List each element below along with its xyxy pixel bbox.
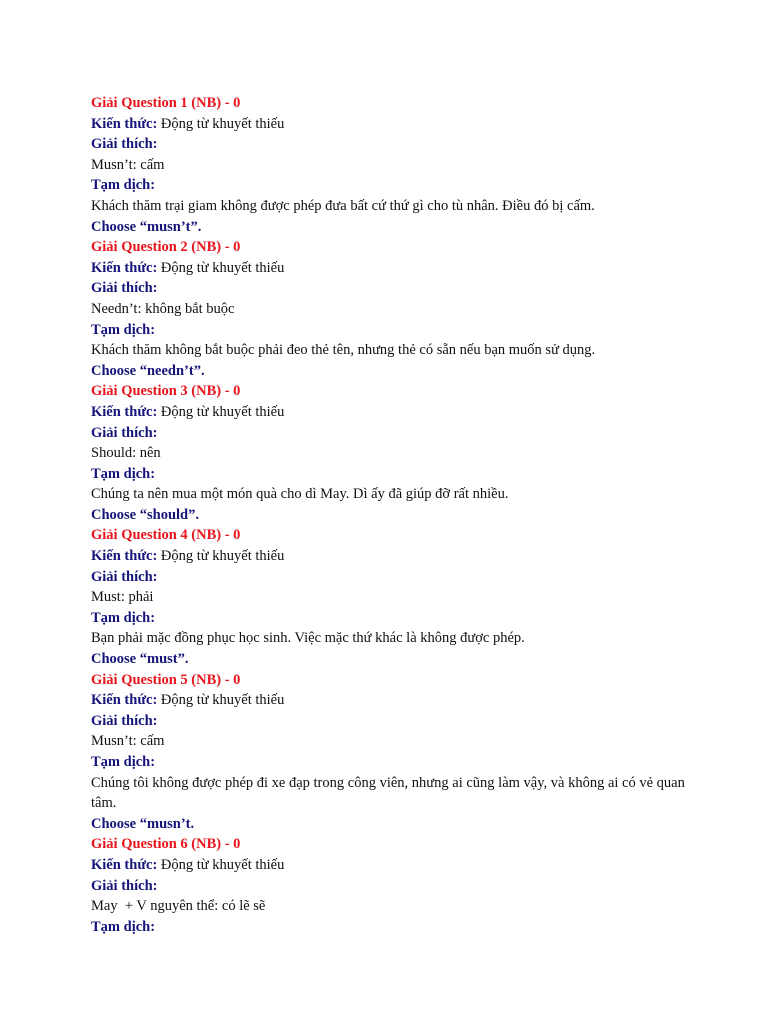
knowledge-text: Động từ khuyết thiếu bbox=[160, 856, 285, 873]
knowledge-line bbox=[91, 690, 691, 711]
answer-block bbox=[91, 834, 691, 937]
answer-block bbox=[91, 237, 691, 381]
translate-label: Tạm dịch: bbox=[91, 918, 156, 935]
choose-line: Choose “needn’t”. bbox=[91, 362, 205, 379]
explain-label: Giải thích: bbox=[91, 136, 158, 153]
knowledge-text: Động từ khuyết thiếu bbox=[160, 115, 285, 132]
answer-block bbox=[91, 525, 691, 669]
knowledge-line bbox=[91, 402, 691, 423]
explain-label: Giải thích: bbox=[91, 280, 158, 297]
knowledge-text: Động từ khuyết thiếu bbox=[160, 403, 285, 420]
translate-label: Tạm dịch: bbox=[91, 321, 156, 338]
explain-text: Must: phải bbox=[91, 589, 154, 606]
translate-label: Tạm dịch: bbox=[91, 465, 156, 482]
choose-line: Choose “must”. bbox=[91, 651, 189, 668]
knowledge-label: Kiến thức: bbox=[91, 115, 158, 132]
document-page bbox=[91, 93, 691, 937]
knowledge-text: Động từ khuyết thiếu bbox=[160, 259, 285, 276]
explain-label: Giải thích: bbox=[91, 877, 158, 894]
explain-label: Giải thích: bbox=[91, 712, 158, 729]
knowledge-label: Kiến thức: bbox=[91, 403, 158, 420]
question-title: Giải Question 2 (NB) - 0 bbox=[91, 239, 241, 256]
answer-block bbox=[91, 670, 691, 835]
knowledge-line bbox=[91, 258, 691, 279]
question-title: Giải Question 6 (NB) - 0 bbox=[91, 836, 241, 853]
translate-label: Tạm dịch: bbox=[91, 754, 156, 770]
choose-line: Choose “musn’t”. bbox=[91, 218, 202, 235]
knowledge-text: Động từ khuyết thiếu bbox=[160, 692, 285, 709]
knowledge-text: Động từ khuyết thiếu bbox=[160, 548, 285, 565]
knowledge-line bbox=[91, 546, 691, 567]
choose-line: Choose “should”. bbox=[91, 506, 199, 523]
translation-text: Chúng tôi không được phép đi xe đạp trong công viên, nhưng ai cũng làm vậy, và không ai có vẻ quan tâm. bbox=[91, 774, 689, 812]
translation-text: Khách thăm không bắt buộc phải đeo thẻ tên, nhưng thẻ có sẵn nếu bạn muốn sử dụng. bbox=[91, 342, 596, 359]
question-title: Giải Question 3 (NB) - 0 bbox=[91, 383, 241, 400]
explain-text: Should: nên bbox=[91, 445, 161, 462]
knowledge-label: Kiến thức: bbox=[91, 259, 158, 276]
knowledge-line bbox=[91, 114, 691, 135]
explain-label: Giải thích: bbox=[91, 568, 158, 585]
translation-text: Khách thăm trại giam không được phép đưa bất cứ thứ gì cho tù nhân. Điều đó bị cấm. bbox=[91, 197, 595, 214]
knowledge-label: Kiến thức: bbox=[91, 548, 158, 565]
explain-text: Musn’t: cấm bbox=[91, 733, 165, 750]
explain-label: Giải thích: bbox=[91, 424, 158, 441]
question-title: Giải Question 1 (NB) - 0 bbox=[91, 95, 241, 111]
answer-block bbox=[91, 93, 691, 237]
question-title: Giải Question 5 (NB) - 0 bbox=[91, 671, 241, 688]
knowledge-label: Kiến thức: bbox=[91, 692, 158, 709]
answer-block bbox=[91, 381, 691, 525]
translation-text: Chúng ta nên mua một món quà cho dì May. Dì ấy đã giúp đỡ rất nhiều. bbox=[91, 486, 509, 503]
translation-text: Bạn phải mặc đồng phục học sinh. Việc mặc thứ khác là không được phép. bbox=[91, 630, 525, 647]
explain-text: Needn’t: không bắt buộc bbox=[91, 300, 235, 317]
translate-label: Tạm dịch: bbox=[91, 177, 156, 194]
explain-text: May + V nguyên thể: có lẽ sẽ bbox=[91, 898, 266, 915]
translate-label: Tạm dịch: bbox=[91, 609, 156, 626]
choose-line: Choose “musn’t. bbox=[91, 815, 195, 832]
explain-text: Musn’t: cấm bbox=[91, 156, 165, 173]
question-title: Giải Question 4 (NB) - 0 bbox=[91, 527, 241, 544]
knowledge-label: Kiến thức: bbox=[91, 856, 158, 873]
knowledge-line bbox=[91, 855, 691, 876]
